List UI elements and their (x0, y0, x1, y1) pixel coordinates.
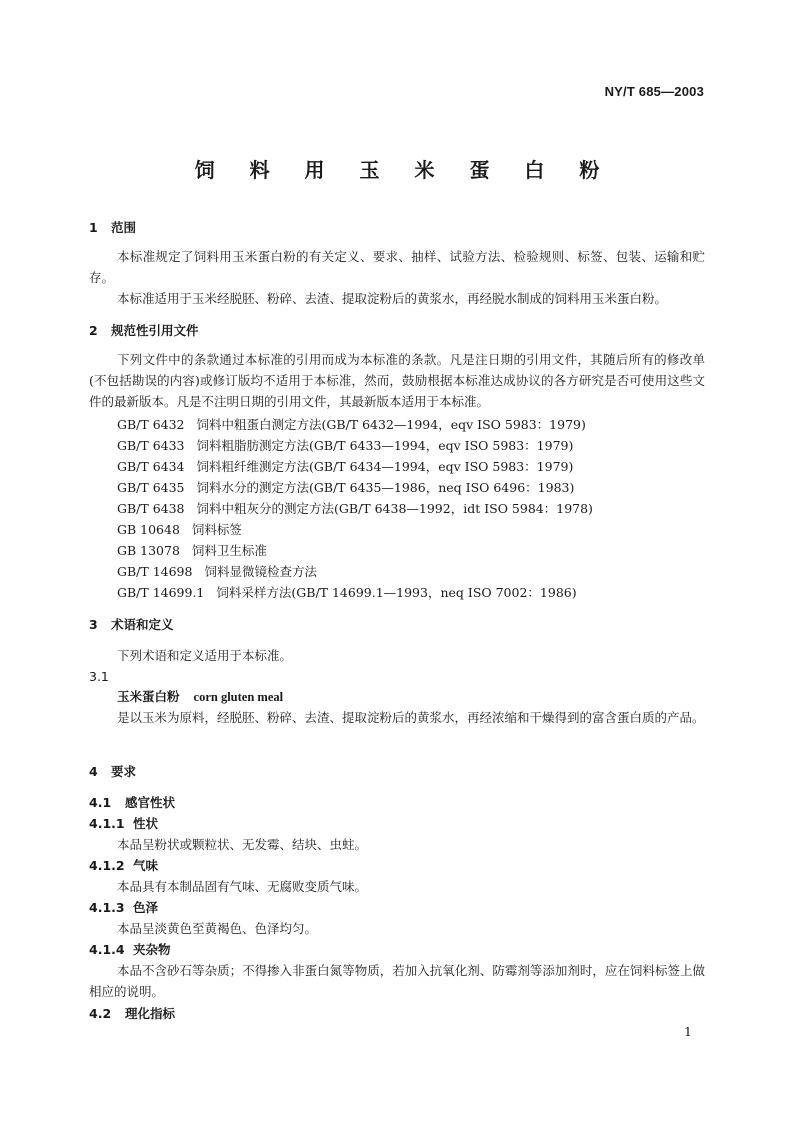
appearance-text: 本品呈粉状或颗粒状、无发霉、结块、虫蛀。 (117, 837, 368, 852)
subsection-title: 性状 (133, 816, 159, 831)
reference-item (117, 456, 573, 477)
reference-item (117, 540, 267, 561)
section-number: 4 (89, 764, 98, 779)
term-entry (117, 686, 283, 708)
reference-title: 饲料粗脂肪测定方法(GB/T 6433—1994，eqv ISO 5983：1979) (196, 438, 574, 453)
reference-item (117, 582, 577, 603)
reference-title: 饲料水分的测定方法(GB/T 6435—1986，neq ISO 6496：1983) (196, 480, 575, 495)
odor-text: 本品具有本制品固有气味、无腐败变质气味。 (117, 879, 368, 894)
reference-code: GB/T 14698 (117, 564, 193, 579)
subsection-number: 4.2 (89, 1006, 112, 1021)
subsection-number: 4.1.1 (89, 816, 125, 831)
reference-item (117, 498, 593, 519)
reference-title: 饲料显微镜检查方法 (204, 564, 317, 579)
subsection-4-1-1-heading (89, 813, 158, 834)
section-title: 要求 (111, 764, 137, 779)
standard-code: NY/T 685—2003 (604, 84, 704, 99)
section-number: 3 (89, 617, 98, 632)
reference-item (117, 414, 586, 435)
reference-title: 饲料中粗灰分的测定方法(GB/T 6438—1992，idt ISO 5984：1978) (196, 501, 593, 516)
subsection-3-1-number: 3.1 (89, 669, 109, 684)
reference-code: GB/T 6433 (117, 438, 185, 453)
section-title: 规范性引用文件 (111, 323, 199, 338)
section-3-heading (89, 614, 174, 635)
subsection-4-1-3-heading (89, 897, 158, 918)
reference-code: GB/T 6438 (117, 501, 185, 516)
subsection-number: 4.1.4 (89, 942, 125, 957)
term-definition: 是以玉米为原料，经脱胚、粉碎、去渣、提取淀粉后的黄浆水，再经浓缩和干燥得到的富含蛋白质的产品。 (117, 710, 705, 725)
subsection-title: 感官性状 (125, 795, 176, 810)
section-title: 术语和定义 (111, 617, 174, 632)
subsection-title: 色泽 (133, 900, 159, 915)
normative-refs-paragraph: 下列文件中的条款通过本标准的引用而成为本标准的条款。凡是注日期的引用文件，其随后所有的修改单(不包括勘误的内容)或修订版均不适用于本标准，然而，鼓励根据本标准达成协议的各方研究是否可使用这些文件的最新版本。凡是不注明日期的引用文件，其最新版本适用于本标准。 (89, 352, 705, 409)
subsection-number: 4.1 (89, 795, 112, 810)
reference-code: GB/T 14699.1 (117, 585, 205, 600)
subsection-title: 夹杂物 (133, 942, 171, 957)
reference-item (117, 435, 573, 456)
subsection-title: 气味 (133, 858, 159, 873)
reference-title: 饲料标签 (191, 522, 242, 537)
reference-title: 饲料中粗蛋白测定方法(GB/T 6432—1994，eqv ISO 5983：1979) (196, 417, 586, 432)
page-number: 1 (684, 1024, 692, 1039)
reference-code: GB/T 6435 (117, 480, 185, 495)
subsection-number: 4.1.3 (89, 900, 125, 915)
reference-title: 饲料粗纤维测定方法(GB/T 6434—1994，eqv ISO 5983：1979) (196, 459, 574, 474)
reference-code: GB 10648 (117, 522, 180, 537)
reference-item (117, 519, 242, 540)
subsection-4-2-heading (89, 1003, 175, 1024)
impurities-text: 本品不含砂石等杂质；不得掺入非蛋白氮等物质，若加入抗氧化剂、防霉剂等添加剂时，应在饲料标签上做相应的说明。 (89, 963, 705, 999)
section-number: 1 (89, 220, 98, 235)
reference-code: GB/T 6432 (117, 417, 185, 432)
reference-item (117, 477, 574, 498)
reference-title: 饲料采样方法(GB/T 14699.1—1993，neq ISO 7002：1986) (216, 585, 577, 600)
subsection-4-1-4-heading (89, 939, 171, 960)
subsection-4-1-2-heading (89, 855, 158, 876)
scope-paragraph-1: 本标准规定了饲料用玉米蛋白粉的有关定义、要求、抽样、试验方法、检验规则、标签、包装、运输和贮存。 (89, 249, 705, 285)
term-chinese: 玉米蛋白粉 (117, 689, 180, 704)
section-2-heading (89, 320, 199, 341)
scope-paragraph-2: 本标准适用于玉米经脱胚、粉碎、去渣、提取淀粉后的黄浆水，再经脱水制成的饲料用玉米蛋白粉。 (117, 291, 668, 306)
subsection-number: 4.1.2 (89, 858, 125, 873)
reference-item (117, 561, 317, 582)
terms-intro-paragraph: 下列术语和定义适用于本标准。 (117, 648, 293, 663)
section-number: 2 (89, 323, 98, 338)
subsection-title: 理化指标 (125, 1006, 176, 1021)
reference-code: GB/T 6434 (117, 459, 185, 474)
subsection-4-1-heading (89, 792, 175, 813)
section-4-heading (89, 761, 136, 782)
document-title: 饲 料 用 玉 米 蛋 白 粉 (194, 158, 614, 182)
section-title: 范围 (111, 220, 137, 235)
term-english: corn gluten meal (193, 690, 284, 704)
color-text: 本品呈淡黄色至黄褐色、色泽均匀。 (117, 921, 318, 936)
reference-title: 饲料卫生标准 (191, 543, 267, 558)
reference-code: GB 13078 (117, 543, 180, 558)
section-1-heading (89, 217, 136, 238)
